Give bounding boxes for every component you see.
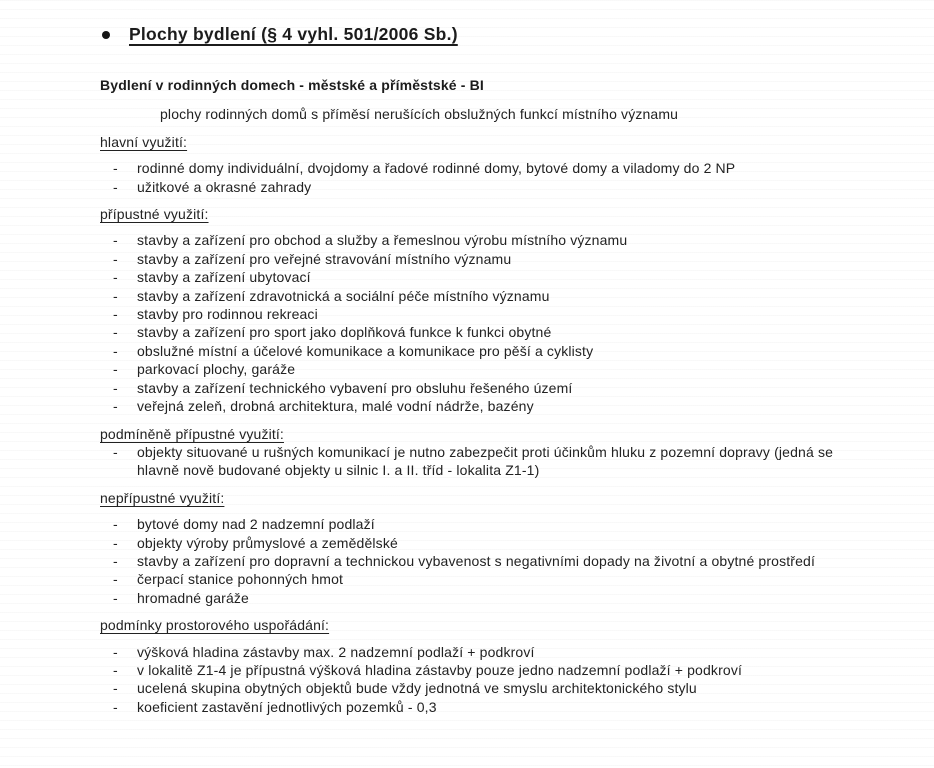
list-item [100,515,906,533]
item-list [100,443,906,480]
list-item-text: stavby pro rodinnou rekreaci [137,306,318,323]
dash-marker: - [113,661,118,678]
item-list [100,643,906,717]
section-heading: podmínky prostorového uspořádání: [100,617,330,634]
list-item-text: hromadné garáže [137,589,249,606]
dash-marker: - [113,232,118,249]
usage-section [100,489,906,607]
usage-section [100,205,906,415]
list-item [100,323,906,341]
usage-section [100,616,906,716]
list-item [100,305,906,323]
list-item [100,287,906,305]
dash-marker: - [113,398,118,415]
list-item-text: stavby a zařízení pro sport jako doplňková funkce k funkci obytné [137,324,552,341]
section-heading: přípustné využití: [100,206,209,223]
list-item-text: stavby a zařízení zdravotnická a sociální péče místního významu [137,287,550,304]
list-item-text: stavby a zařízení ubytovací [137,269,311,286]
list-item-text: koeficient zastavění jednotlivých pozemků - 0,3 [137,698,437,715]
list-item-text: stavby a zařízení technického vybavení pro obsluhu řešeného území [137,379,573,396]
list-item-text: rodinné domy individuální, dvojdomy a řadové rodinné domy, bytové domy a viladomy do 2 NP [137,160,736,177]
list-item-text: v lokalitě Z1-4 je přípustná výšková hladina zástavby pouze jedno nadzemní podlaží + podkroví [137,661,743,678]
list-item [100,360,906,378]
document-subtitle: Bydlení v rodinných domech - městské a příměstské - BI [100,77,484,93]
list-item [100,268,906,286]
list-item [100,589,906,607]
list-item [100,679,906,697]
list-item [100,250,906,268]
dash-marker: - [113,643,118,660]
list-item-text: stavby a zařízení pro dopravní a technickou vybavenost s negativními dopady na životní a obytné prostředí [137,552,816,569]
list-item-text: bytové domy nad 2 nadzemní podlaží [137,516,375,533]
dash-marker: - [113,443,118,460]
list-item [100,552,906,570]
dash-marker: - [113,361,118,378]
dash-marker: - [113,287,118,304]
list-item [100,643,906,661]
list-item [100,570,906,588]
dash-marker: - [113,250,118,267]
list-item [100,379,906,397]
list-item-text: výšková hladina zástavby max. 2 nadzemní podlaží + podkroví [137,643,535,660]
dash-marker: - [113,534,118,551]
list-item [100,661,906,679]
list-item [100,698,906,716]
list-item-text: stavby a zařízení pro veřejné stravování místního významu [137,250,512,267]
list-item-text: stavby a zařízení pro obchod a služby a řemeslnou výrobu místního významu [137,232,628,249]
list-item [100,534,906,552]
dash-marker: - [113,589,118,606]
list-item-text: obslužné místní a účelové komunikace a komunikace pro pěší a cyklisty [137,342,594,359]
list-item-text: parkovací plochy, garáže [137,361,296,378]
sections-container [100,133,906,716]
list-item-text: čerpací stanice pohonných hmot [137,571,344,588]
list-item-text: užitkové a okrasné zahrady [137,178,312,195]
usage-section [100,425,906,480]
list-item-text: ucelená skupina obytných objektů bude vždy jednotná ve smyslu architektonického stylu [137,680,697,697]
section-heading: podmíněně přípustné využití: [100,425,284,442]
list-item [100,342,906,360]
dash-marker: - [113,342,118,359]
list-item [100,159,906,177]
page-title: Plochy bydlení (§ 4 vyhl. 501/2006 Sb.) [129,24,458,44]
list-item-text: veřejná zeleň, drobná architektura, malé vodní nádrže, bazény [137,398,534,415]
list-item [100,231,906,249]
document-title-row [102,24,906,45]
list-item [100,397,906,415]
section-heading: nepřípustné využití: [100,489,225,506]
list-item [100,443,906,480]
dash-marker: - [113,269,118,286]
dash-marker: - [113,306,118,323]
document-description: plochy rodinných domů s příměsí nerušících obslužných funkcí místního významu [160,106,679,123]
item-list [100,515,906,607]
dash-marker: - [113,379,118,396]
bullet-icon [102,31,110,39]
section-heading: hlavní využití: [100,133,188,150]
dash-marker: - [113,516,118,533]
dash-marker: - [113,160,118,177]
list-item-text: objekty situované u rušných komunikací je nutno zabezpečit proti účinkům hluku z pozemní dopravy (jedná se hlavně nově budované objekty u silnic I. a II. tříd - lokalita Z1-1) [137,443,834,479]
item-list [100,159,906,196]
dash-marker: - [113,571,118,588]
list-item [100,178,906,196]
list-item-text: objekty výroby průmyslové a zemědělské [137,534,398,551]
item-list [100,231,906,415]
dash-marker: - [113,324,118,341]
dash-marker: - [113,680,118,697]
dash-marker: - [113,178,118,195]
usage-section [100,133,906,196]
dash-marker: - [113,552,118,569]
dash-marker: - [113,698,118,715]
